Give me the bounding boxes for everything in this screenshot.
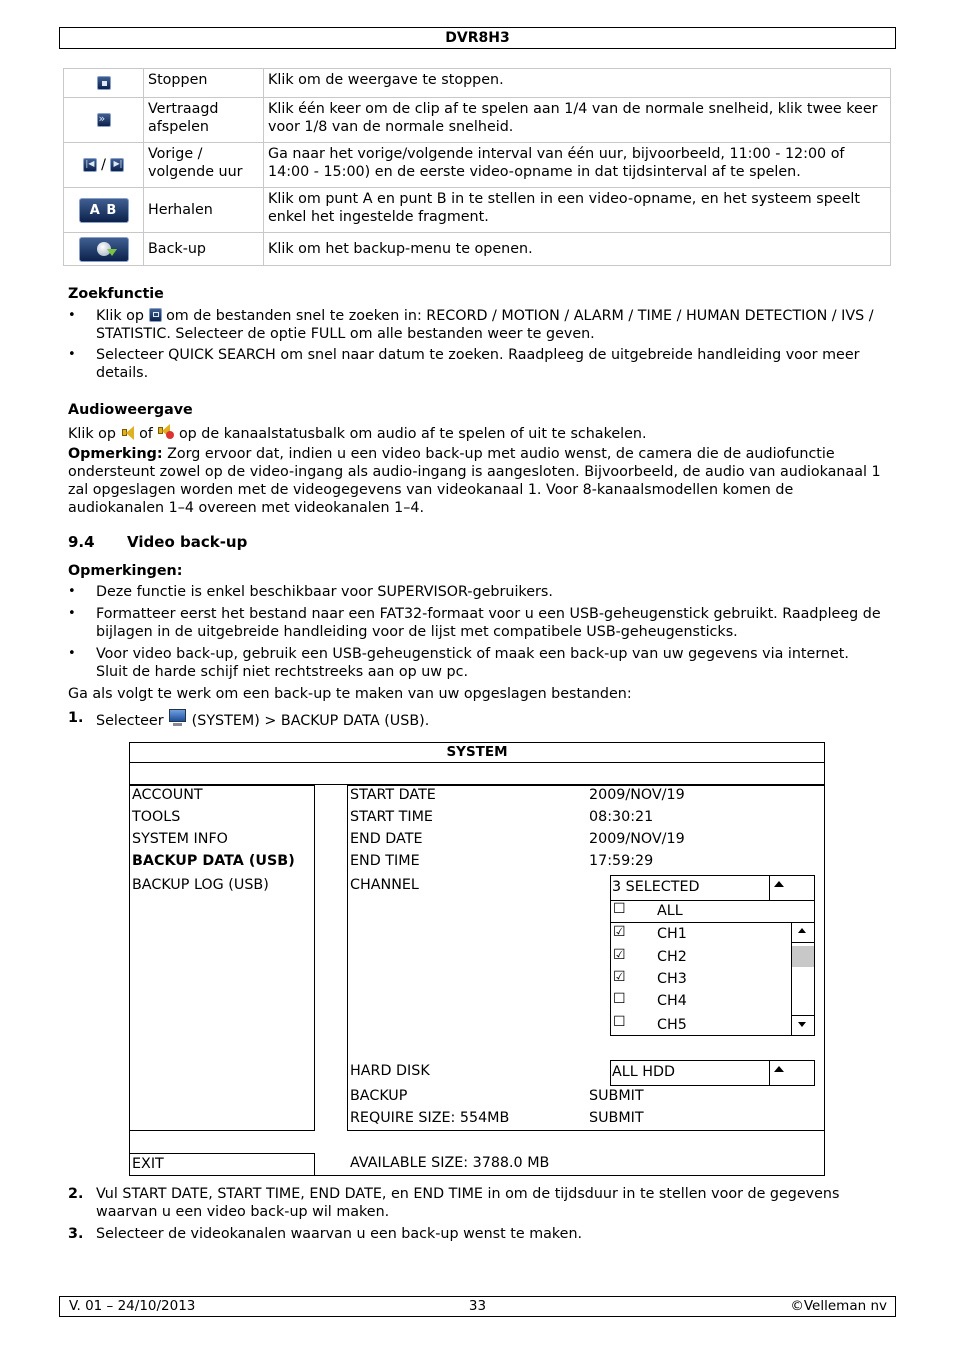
step-3 [68, 1225, 884, 1243]
hard-disk-value: ALL HDD [612, 1064, 676, 1080]
note-text: Zorg ervoor dat, indien u een video back-up met audio wenst, de camera die de audiofunctie ondersteunt zowel op de video-ingang als audio-ingang is aangesloten. Bijvoorbeeld, de audio van audiokanaal 1 zal opgeslagen worden met de videogegevens van videokanaal 1. Voor 8-kanaalsmodellen komen de audiokanalen 1–4 overeen met videokanalen 1–4. [68, 446, 881, 516]
channel-option-label: CH4 [657, 993, 687, 1009]
backup-settings-panel [347, 785, 825, 1131]
icon-description: Klik om het backup-menu te openen. [264, 233, 891, 266]
document-header [59, 27, 896, 49]
step-text: Selecteer de videokanalen waarvan u een back-up wenst te maken. [96, 1226, 583, 1242]
exit-label: EXIT [132, 1156, 164, 1172]
list-item: • Voor video back-up, gebruik een USB-geheugenstick of maak een back-up van uw gegevens via internet. Sluit de harde schijf niet rechtstreeks aan op uw pc. [68, 645, 884, 681]
audio-note [68, 445, 884, 517]
step-text: Selecteer [96, 713, 164, 729]
start-date-label: START DATE [350, 787, 436, 803]
dropdown-toggle[interactable] [769, 1061, 814, 1085]
channel-option-label: CH5 [657, 1017, 687, 1033]
checkbox[interactable]: ☑ [613, 969, 626, 985]
screen-title: SYSTEM [130, 743, 824, 763]
triangle-up-icon [774, 881, 784, 887]
search-icon [149, 308, 162, 322]
model-title: DVR8H3 [445, 30, 510, 46]
hard-disk-label: HARD DISK [350, 1063, 430, 1079]
channel-option-label: ALL [657, 903, 683, 919]
start-date-value[interactable]: 2009/NOV/19 [589, 787, 685, 803]
bullet-text: Klik op [96, 308, 144, 324]
icon-description: Klik om punt A en punt B in te stellen in een video-opname, en het systeem speelt enkel het ingestelde fragment. [264, 188, 891, 233]
menu-item-system-info[interactable]: SYSTEM INFO [132, 831, 228, 847]
step-number: 1. [68, 710, 84, 726]
notes-heading: Opmerkingen: [68, 563, 183, 579]
menu-item-account[interactable]: ACCOUNT [132, 787, 203, 803]
triangle-up-icon [798, 928, 806, 933]
list-item [68, 307, 884, 343]
triangle-up-icon [774, 1066, 784, 1072]
audio-instruction [68, 423, 884, 443]
step-1 [68, 709, 884, 730]
section-number: 9.4 [68, 533, 95, 551]
end-time-value[interactable]: 17:59:29 [589, 853, 654, 869]
scroll-thumb[interactable] [792, 946, 814, 967]
channel-option-label: CH3 [657, 971, 687, 987]
end-date-value[interactable]: 2009/NOV/19 [589, 831, 685, 847]
icon-separator: / [101, 157, 106, 173]
backup-submit-button[interactable]: SUBMIT [589, 1088, 644, 1104]
intro-text: Ga als volgt te werk om een back-up te maken van uw opgeslagen bestanden: [68, 686, 632, 702]
icon-description: Klik één keer om de clip af te spelen aan 1/4 van de normale snelheid, klik twee keer voor 1/8 van de normale snelheid. [264, 98, 891, 143]
triangle-down-icon [798, 1022, 806, 1027]
audio-heading: Audioweergave [68, 402, 193, 418]
list-item: • Deze functie is enkel beschikbaar voor SUPERVISOR-gebruikers. [68, 583, 884, 601]
search-heading: Zoekfunctie [68, 286, 164, 302]
table-row [64, 143, 891, 188]
backup-icon [79, 237, 129, 262]
slow-play-icon: » [97, 113, 111, 127]
table-row [64, 98, 891, 143]
table-row [64, 188, 891, 233]
exit-button[interactable] [130, 1153, 315, 1176]
step-number: 2. [68, 1186, 84, 1202]
scroll-up-button[interactable] [792, 923, 814, 943]
page-number: 33 [468, 1298, 487, 1314]
playback-icon-table [63, 68, 891, 266]
channel-dropdown-value: 3 SELECTED [612, 879, 700, 895]
channel-label: CHANNEL [350, 877, 419, 893]
table-row [64, 233, 891, 266]
speaker-off-icon [157, 423, 174, 440]
text: Klik op [68, 426, 116, 442]
bullet-text: om de bestanden snel te zoeken in: RECORD / MOTION / ALARM / TIME / HUMAN DETECTION / IVS / STATISTIC. Selecteer de optie FULL om alle bestanden weer te geven. [96, 308, 874, 342]
scroll-down-button[interactable] [792, 1015, 814, 1035]
step-text: Vul START DATE, START TIME, END DATE, en END TIME in om de tijdsduur in te stellen voor de gegevens waarvan u een video back-up wil maken. [96, 1186, 840, 1220]
ab-icon-text: A B [89, 202, 118, 218]
icon-description: Ga naar het vorige/volgende interval van één uur, bijvoorbeeld, 11:00 - 12:00 of 14:00 - 15:00) en de eerste video-opname in dat tijdsinterval af te spelen. [264, 143, 891, 188]
end-date-label: END DATE [350, 831, 423, 847]
backup-label: BACKUP [350, 1088, 408, 1104]
next-hour-icon: ▶| [110, 158, 124, 172]
channel-option-label: CH1 [657, 926, 687, 942]
require-size-submit-button[interactable]: SUBMIT [589, 1110, 644, 1126]
start-time-value[interactable]: 08:30:21 [589, 809, 654, 825]
channel-dropdown[interactable] [610, 875, 815, 901]
system-menu [130, 785, 315, 1131]
repeat-ab-icon [79, 198, 129, 223]
end-time-label: END TIME [350, 853, 420, 869]
menu-item-tools[interactable]: TOOLS [132, 809, 181, 825]
icon-name: Vertraagd afspelen [144, 98, 264, 143]
channel-list [610, 900, 815, 1036]
previous-hour-icon: |◀ [83, 158, 97, 172]
checkbox[interactable]: ☐ [613, 991, 626, 1007]
system-backup-screen [129, 742, 825, 1176]
dropdown-toggle[interactable] [769, 876, 814, 900]
channel-option-label: CH2 [657, 949, 687, 965]
menu-item-backup-log[interactable]: BACKUP LOG (USB) [132, 877, 269, 893]
step-text: (SYSTEM) > BACKUP DATA (USB). [191, 713, 430, 729]
text: of [139, 426, 153, 442]
icon-description: Klik om de weergave te stoppen. [264, 69, 891, 98]
list-item: • Selecteer QUICK SEARCH om snel naar datum te zoeken. Raadpleeg de uitgebreide handleiding voor meer details. [68, 346, 884, 382]
version-text: V. 01 – 24/10/2013 [69, 1298, 196, 1314]
icon-name: Stoppen [144, 69, 264, 98]
list-item[interactable] [611, 901, 814, 923]
list-item: • Formatteer eerst het bestand naar een FAT32-formaat voor u een USB-geheugenstick gebruikt. Raadpleeg de bijlagen in de uitgebreide handleiding voor de lijst met compatibele USB-geheugensticks. [68, 605, 884, 641]
step-2 [68, 1185, 884, 1221]
checkbox[interactable]: ☐ [613, 1014, 626, 1030]
table-row [64, 69, 891, 98]
channel-list-scrollbar[interactable] [791, 923, 814, 1035]
document-footer [59, 1296, 896, 1317]
checkbox[interactable]: ☐ [613, 901, 626, 917]
require-size-label: REQUIRE SIZE: 554MB [350, 1110, 510, 1126]
hard-disk-dropdown[interactable] [610, 1060, 815, 1086]
stop-icon [97, 76, 111, 90]
copyright-text: ©Velleman nv [790, 1298, 887, 1314]
available-size: AVAILABLE SIZE: 3788.0 MB [350, 1155, 550, 1171]
system-icon [168, 709, 187, 728]
checkbox[interactable]: ☑ [613, 947, 626, 963]
speaker-on-icon [121, 425, 135, 440]
section-name: Video back-up [127, 533, 248, 551]
menu-item-backup-data[interactable]: BACKUP DATA (USB) [132, 853, 295, 869]
text: op de kanaalstatusbalk om audio af te spelen of uit te schakelen. [178, 426, 647, 442]
step-number: 3. [68, 1226, 84, 1242]
icon-name: Herhalen [144, 188, 264, 233]
checkbox[interactable]: ☑ [613, 924, 626, 940]
icon-name: Back-up [144, 233, 264, 266]
icon-name: Vorige / volgende uur [144, 143, 264, 188]
start-time-label: START TIME [350, 809, 433, 825]
section-title [68, 533, 884, 551]
note-label: Opmerking: [68, 446, 163, 462]
